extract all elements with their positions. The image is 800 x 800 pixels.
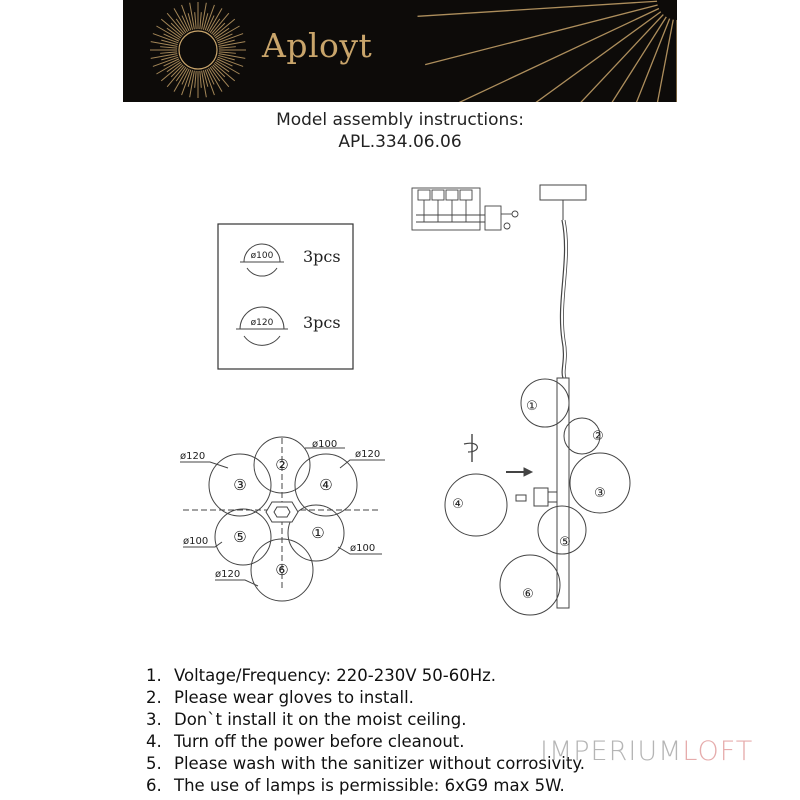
shade-number: ③ bbox=[233, 476, 247, 494]
brand-logo: Aployt bbox=[262, 26, 373, 65]
part-100-count: 3pcs bbox=[303, 247, 341, 266]
parts-box bbox=[218, 224, 353, 369]
page-title: Model assembly instructions: bbox=[276, 110, 524, 130]
watermark-part1: IMPERIUM bbox=[540, 736, 683, 767]
item-number: 1. bbox=[146, 666, 162, 685]
shade-number: ① bbox=[311, 524, 325, 542]
shade-number: ④ bbox=[452, 497, 464, 512]
list-item bbox=[146, 687, 585, 709]
item-number: 3. bbox=[146, 710, 162, 729]
item-text: The use of lamps is permissible: 6xG9 max 5W. bbox=[174, 776, 565, 795]
list-item bbox=[146, 775, 585, 797]
item-text: Turn off the power before cleanout. bbox=[174, 732, 465, 751]
shade-number: ⑥ bbox=[275, 561, 289, 579]
dim-label: ø120 bbox=[215, 569, 241, 580]
part-120-label: ø120 bbox=[250, 318, 274, 328]
shade-3-side bbox=[570, 453, 630, 513]
wiring-schematic bbox=[412, 188, 518, 230]
model-code: APL.334.06.06 bbox=[338, 132, 462, 152]
shade-number: ⑥ bbox=[522, 587, 534, 602]
item-text: Don`t install it on the moist ceiling. bbox=[174, 710, 467, 729]
hub-icon bbox=[266, 502, 298, 522]
shade-number: ⑤ bbox=[233, 528, 247, 546]
shade-6-side bbox=[500, 555, 560, 615]
dim-label: ø100 bbox=[312, 439, 338, 450]
list-item bbox=[146, 665, 585, 687]
bulb-icon bbox=[516, 495, 526, 501]
item-number: 6. bbox=[146, 776, 162, 795]
watermark bbox=[540, 736, 753, 767]
dim-label: ø100 bbox=[350, 543, 376, 554]
shade-number: ② bbox=[592, 429, 604, 444]
shade-number: ③ bbox=[594, 486, 606, 501]
item-number: 4. bbox=[146, 732, 162, 751]
ceiling-canopy bbox=[540, 185, 586, 200]
shade-number: ⑤ bbox=[559, 535, 571, 550]
shade-120-icon bbox=[236, 307, 288, 345]
watermark-part2: LOFT bbox=[682, 736, 754, 767]
shade-number: ④ bbox=[319, 476, 333, 494]
list-item bbox=[146, 731, 585, 753]
item-text: Voltage/Frequency: 220-230V 50-60Hz. bbox=[174, 666, 497, 685]
item-number: 5. bbox=[146, 754, 162, 773]
dim-label: ø120 bbox=[355, 449, 381, 460]
dim-label: ø120 bbox=[180, 451, 206, 462]
item-text: Please wash with the sanitizer without corrosivity. bbox=[174, 754, 586, 773]
shade-number: ② bbox=[275, 456, 289, 474]
list-item bbox=[146, 709, 585, 731]
shade-100-icon bbox=[240, 244, 284, 276]
dim-label: ø100 bbox=[183, 536, 209, 547]
instruction-list bbox=[146, 665, 585, 797]
part-100-label: ø100 bbox=[250, 251, 274, 261]
list-item bbox=[146, 753, 585, 775]
shade-number: ① bbox=[526, 399, 538, 414]
item-text: Please wear gloves to install. bbox=[174, 688, 414, 707]
item-number: 2. bbox=[146, 688, 162, 707]
part-120-count: 3pcs bbox=[303, 313, 341, 332]
